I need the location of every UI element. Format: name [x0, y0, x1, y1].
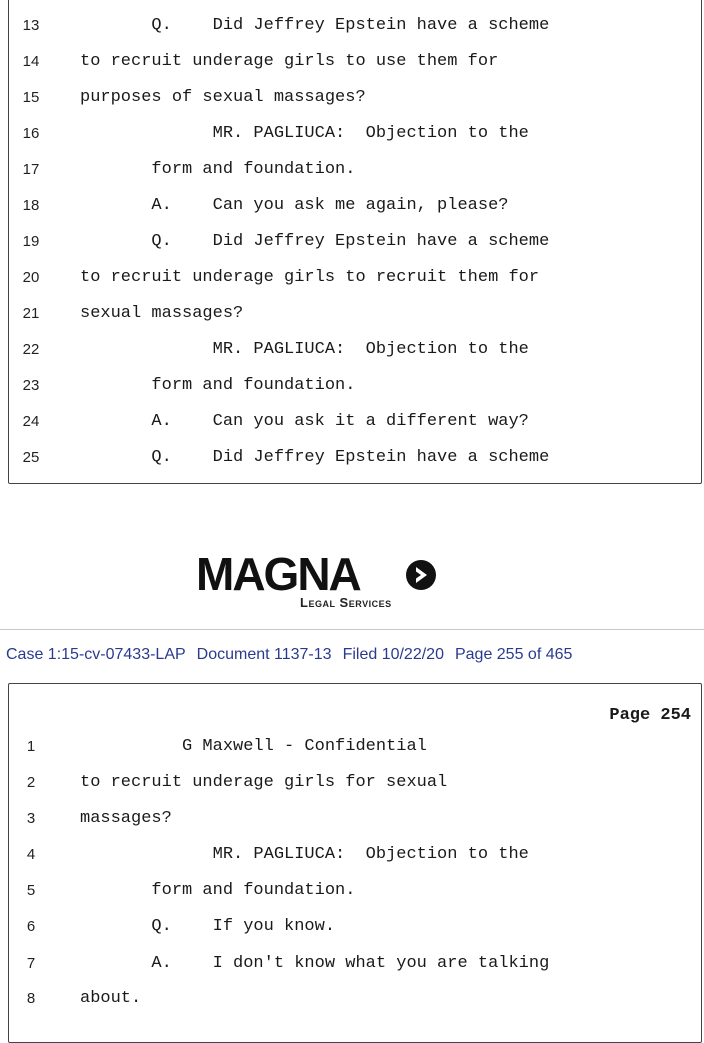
line-number: 24	[22, 413, 40, 430]
line-text: form and foundation.	[80, 160, 356, 179]
transcript-line	[9, 50, 701, 74]
line-number: 14	[22, 53, 40, 70]
transcript-line	[9, 843, 701, 867]
line-text: form and foundation.	[80, 881, 356, 900]
line-number: 22	[22, 341, 40, 358]
transcript-line	[9, 915, 701, 939]
transcript-line	[9, 374, 701, 398]
page-label: Page 254	[609, 706, 691, 725]
transcript-line	[9, 158, 701, 182]
line-number: 3	[26, 810, 36, 827]
transcript-line	[9, 807, 701, 831]
line-text: form and foundation.	[80, 376, 356, 395]
line-number: 19	[22, 233, 40, 250]
transcript-line	[9, 338, 701, 362]
line-number: 5	[26, 882, 36, 899]
line-number: 4	[26, 846, 36, 863]
transcript-line	[9, 194, 701, 218]
transcript-line	[9, 410, 701, 434]
line-text: MR. PAGLIUCA: Objection to the	[80, 845, 529, 864]
line-number: 15	[22, 89, 40, 106]
case-header	[6, 646, 583, 664]
logo-wordmark: MAGNA	[196, 548, 360, 600]
line-text: Q. If you know.	[80, 917, 336, 936]
page-divider	[0, 629, 704, 630]
magna-logo	[0, 548, 704, 618]
line-text: to recruit underage girls to use them for	[80, 52, 499, 71]
line-number: 20	[22, 269, 40, 286]
arrow-circle-icon	[406, 560, 436, 590]
line-text: sexual massages?	[80, 304, 244, 323]
line-number: 21	[22, 305, 40, 322]
transcript-line	[9, 302, 701, 326]
line-text: MR. PAGLIUCA: Objection to the	[80, 340, 529, 359]
case-number: Case 1:15-cv-07433-LAP	[6, 646, 186, 663]
line-number: 17	[22, 161, 40, 178]
transcript-line	[9, 446, 701, 470]
line-number: 25	[22, 449, 40, 466]
line-text: A. Can you ask me again, please?	[80, 196, 509, 215]
transcript-line	[9, 230, 701, 254]
transcript-line	[9, 735, 701, 759]
line-number: 2	[26, 774, 36, 791]
line-text: A. I don't know what you are talking	[80, 954, 550, 973]
line-text: about.	[80, 989, 142, 1008]
line-number: 18	[22, 197, 40, 214]
transcript-page-bottom	[8, 683, 702, 1043]
transcript-line	[9, 266, 701, 290]
line-text: G Maxwell - Confidential	[80, 737, 427, 756]
line-text: to recruit underage girls for sexual	[80, 773, 448, 792]
transcript-line	[9, 987, 701, 1011]
transcript-line	[9, 86, 701, 110]
filed-date: Filed 10/22/20	[342, 646, 444, 663]
line-text: Q. Did Jeffrey Epstein have a scheme	[80, 16, 550, 35]
line-text: purposes of sexual massages?	[80, 88, 366, 107]
page-count: Page 255 of 465	[454, 646, 573, 663]
line-number: 6	[26, 918, 36, 935]
transcript-line	[9, 14, 701, 38]
transcript-page-top	[8, 0, 702, 484]
document-number: Document 1137-13	[196, 646, 332, 663]
line-text: A. Can you ask it a different way?	[80, 412, 529, 431]
line-number: 23	[22, 377, 40, 394]
line-number: 13	[22, 17, 40, 34]
transcript-line	[9, 952, 701, 976]
line-text: Q. Did Jeffrey Epstein have a scheme	[80, 232, 550, 251]
line-text: to recruit underage girls to recruit them for	[80, 268, 540, 287]
transcript-line	[9, 879, 701, 903]
line-number: 1	[26, 738, 36, 755]
line-text: Q. Did Jeffrey Epstein have a scheme	[80, 448, 550, 467]
transcript-line	[9, 122, 701, 146]
line-number: 16	[22, 125, 40, 142]
transcript-line	[9, 771, 701, 795]
logo-subtitle: Legal Services	[300, 595, 392, 610]
line-number: 8	[26, 990, 36, 1007]
line-text: MR. PAGLIUCA: Objection to the	[80, 124, 529, 143]
line-number: 7	[26, 955, 36, 972]
line-text: massages?	[80, 809, 172, 828]
